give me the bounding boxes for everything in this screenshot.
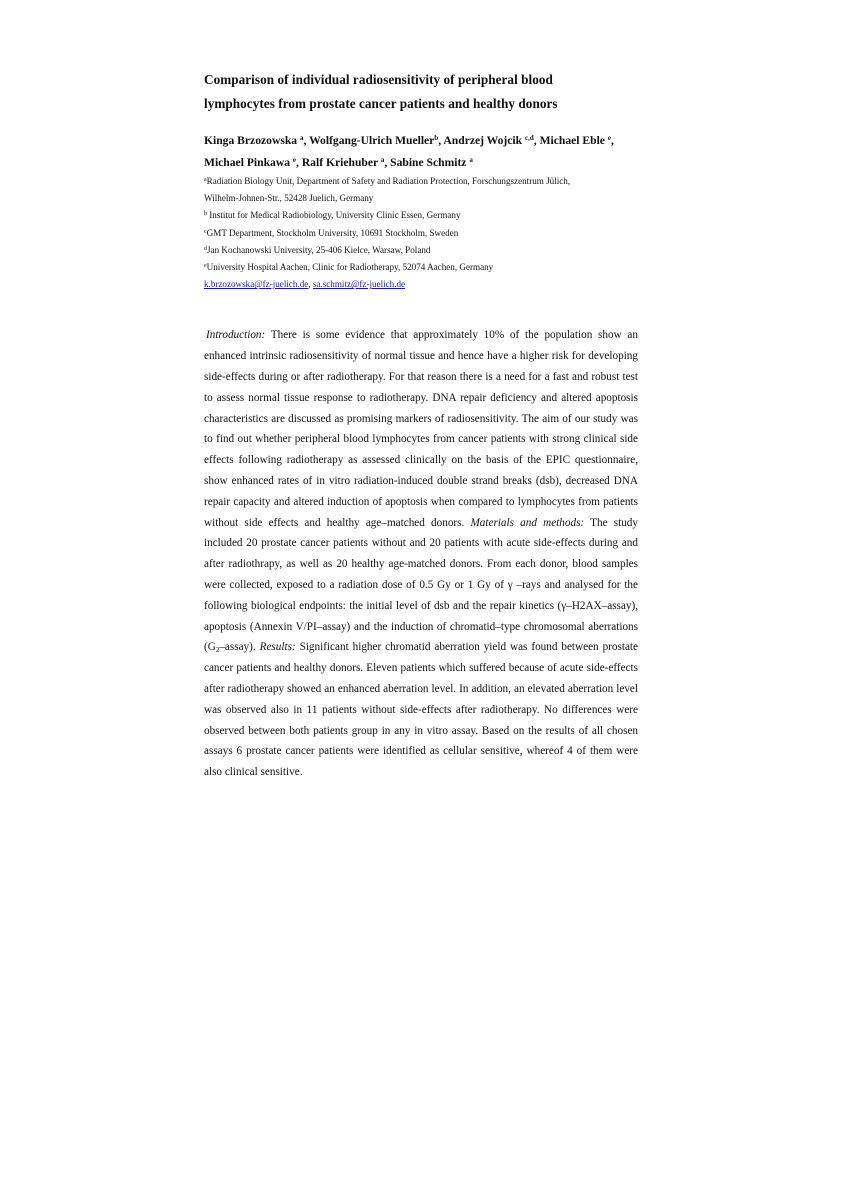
author-list — [204, 130, 638, 173]
author: Andrzej Wojcik $^{c,d}$, — [443, 134, 540, 147]
paper-page — [204, 68, 638, 783]
author: Michael Eble $^e$, — [539, 134, 614, 147]
methods-text: The study included 20 prostate cancer patients without and 20 patients with acute side-effects during and after radiothrapy, as well as 20 healthy age-matched donors. From each donor, blood samples were collected, exposed to a radiation dose of 0.5 Gy or 1 Gy of γ –rays and analysed for the following biological endpoints: the initial level of dsb and the repair kinetics (γ–H2AX–assay), apoptosis (Annexin V/PI–assay) and the induction of chromatid–type chromosomal aberrations (G — [204, 516, 638, 654]
section-label-introduction: Introduction: — [206, 329, 266, 342]
results-text: Significant higher chromatid aberration yield was found between prostate cancer patients and healthy donors. Eleven patients which suffered because of acute side-effects after radiotherapy showed an enhanced aberration level. In addition, an elevated aberration level was observed also in 11 patients without side-effects after radiotherapy. No differences were observed between both patients group in any in vitro assay. Based on the results of all chosen assays 6 prostate cancer patients were identified as cellular sensitive, whereof 4 of them were also clinical sensitive. — [204, 641, 638, 779]
affiliation: $^e$University Hospital Aachen, Clinic for Radiotherapy, 52074 Aachen, Germany — [204, 262, 494, 273]
author: Wolfgang-Ulrich Mueller$^b$, — [309, 134, 444, 147]
affiliations — [204, 173, 638, 293]
email-link[interactable]: sa.schmitz@fz-juelich.de — [312, 279, 406, 290]
section-label-methods: Materials and methods: — [470, 516, 585, 529]
author: Sabine Schmitz $^a$ — [390, 155, 473, 169]
author: Ralf Kriehuber $^a$, — [301, 155, 391, 169]
email-link[interactable]: k.brzozowska@fz-juelich.de — [204, 279, 309, 290]
introduction-text: There is some evidence that approximately 10% of the population show an enhanced intrinsic radiosensitivity of normal tissue and hence have a higher risk for developing side-effects during or after radiotherapy. For that reason there is a need for a fast and robust test to assess normal tissue response to radiotherapy. DNA repair deficiency and altered apoptosis characteristics are discussed as promising markers of radiosensitivity. The aim of our study was to find out whether peripheral blood lymphocytes from cancer patients with strong clinical side effects following radiotherapy as assessed clinically on the basis of the EPIC questionnaire, show enhanced rates of in vitro radiation-induced double strand breaks (dsb), decreased DNA repair capacity and altered induction of apoptosis when compared to lymphocytes from patients without side effects and healthy age–matched donors. — [204, 329, 638, 529]
affiliation: $^b$ Institut for Medical Radiobiology, University Clinic Essen, Germany — [204, 210, 461, 221]
title-line-1: Comparison of individual radiosensitivity of peripheral blood — [204, 72, 553, 87]
contact-emails: k.brzozowska@fz-juelich.de, sa.schmitz@fz-juelich.de — [204, 279, 406, 290]
paper-title — [204, 68, 638, 116]
section-label-results: Results: — [259, 641, 296, 654]
author: Kinga Brzozowska $^a$, — [204, 134, 310, 147]
affiliation: Wilhelm-Johnen-Str., 52428 Juelich, Germany — [204, 193, 374, 204]
affiliation: $^d$Jan Kochanowski University, 25-406 Kielce, Warsaw, Poland — [204, 244, 431, 255]
affiliation: $^c$GMT Department, Stockholm University, 10691 Stockholm, Sweden — [204, 227, 459, 238]
abstract-body: Introduction: There is some evidence that approximately 10% of the population show an enhanced intrinsic radiosensitivity of normal tissue and hence have a higher risk for developing side-effects during or after radiotherapy. For that reason there is a need for a fast and robust test to assess normal tissue response to radiotherapy. DNA repair deficiency and altered apoptosis characteristics are discussed as promising markers of radiosensitivity. The aim of our study was to find out whether peripheral blood lymphocytes from cancer patients with strong clinical side effects following radiotherapy as assessed clinically on the basis of the EPIC questionnaire, show enhanced rates of in vitro radiation-induced double strand breaks (dsb), decreased DNA repair capacity and altered induction of apoptosis when compared to lymphocytes from patients without side effects and healthy age–matched donors. Materials and methods: The study included 20 prostate cancer patients without and 20 patients with acute side-effects during and after radiothrapy, as well as 20 healthy age-matched donors. From each donor, blood samples were collected, exposed to a radiation dose of 0.5 Gy or 1 Gy of γ –rays and analysed for the following biological endpoints: the initial level of dsb and the repair kinetics (γ–H2AX–assay), apoptosis (Annexin V/PI–assay) and the induction of chromatid–type chromosomal aberrations $(G_2-assay)$. Results: Significant higher chromatid aberration yield was found between prostate cancer patients and healthy donors. Eleven patients which suffered because of acute side-effects after radiotherapy showed an enhanced aberration level. In addition, an elevated aberration level was observed also in 11 patients without side-effects after radiotherapy. No differences were observed between both patients group in any in vitro assay. Based on the results of all chosen assays 6 prostate cancer patients were identified as cellular sensitive, whereof 4 of them were also clinical sensitive. — [204, 329, 638, 779]
title-line-2: lymphocytes from prostate cancer patients and healthy donors — [204, 96, 558, 111]
affiliation: $^a$Radiation Biology Unit, Department of Safety and Radiation Protection, Forschungszentrum Jülich, — [204, 176, 571, 186]
author: Michael Pinkawa $^e$, — [204, 155, 302, 169]
